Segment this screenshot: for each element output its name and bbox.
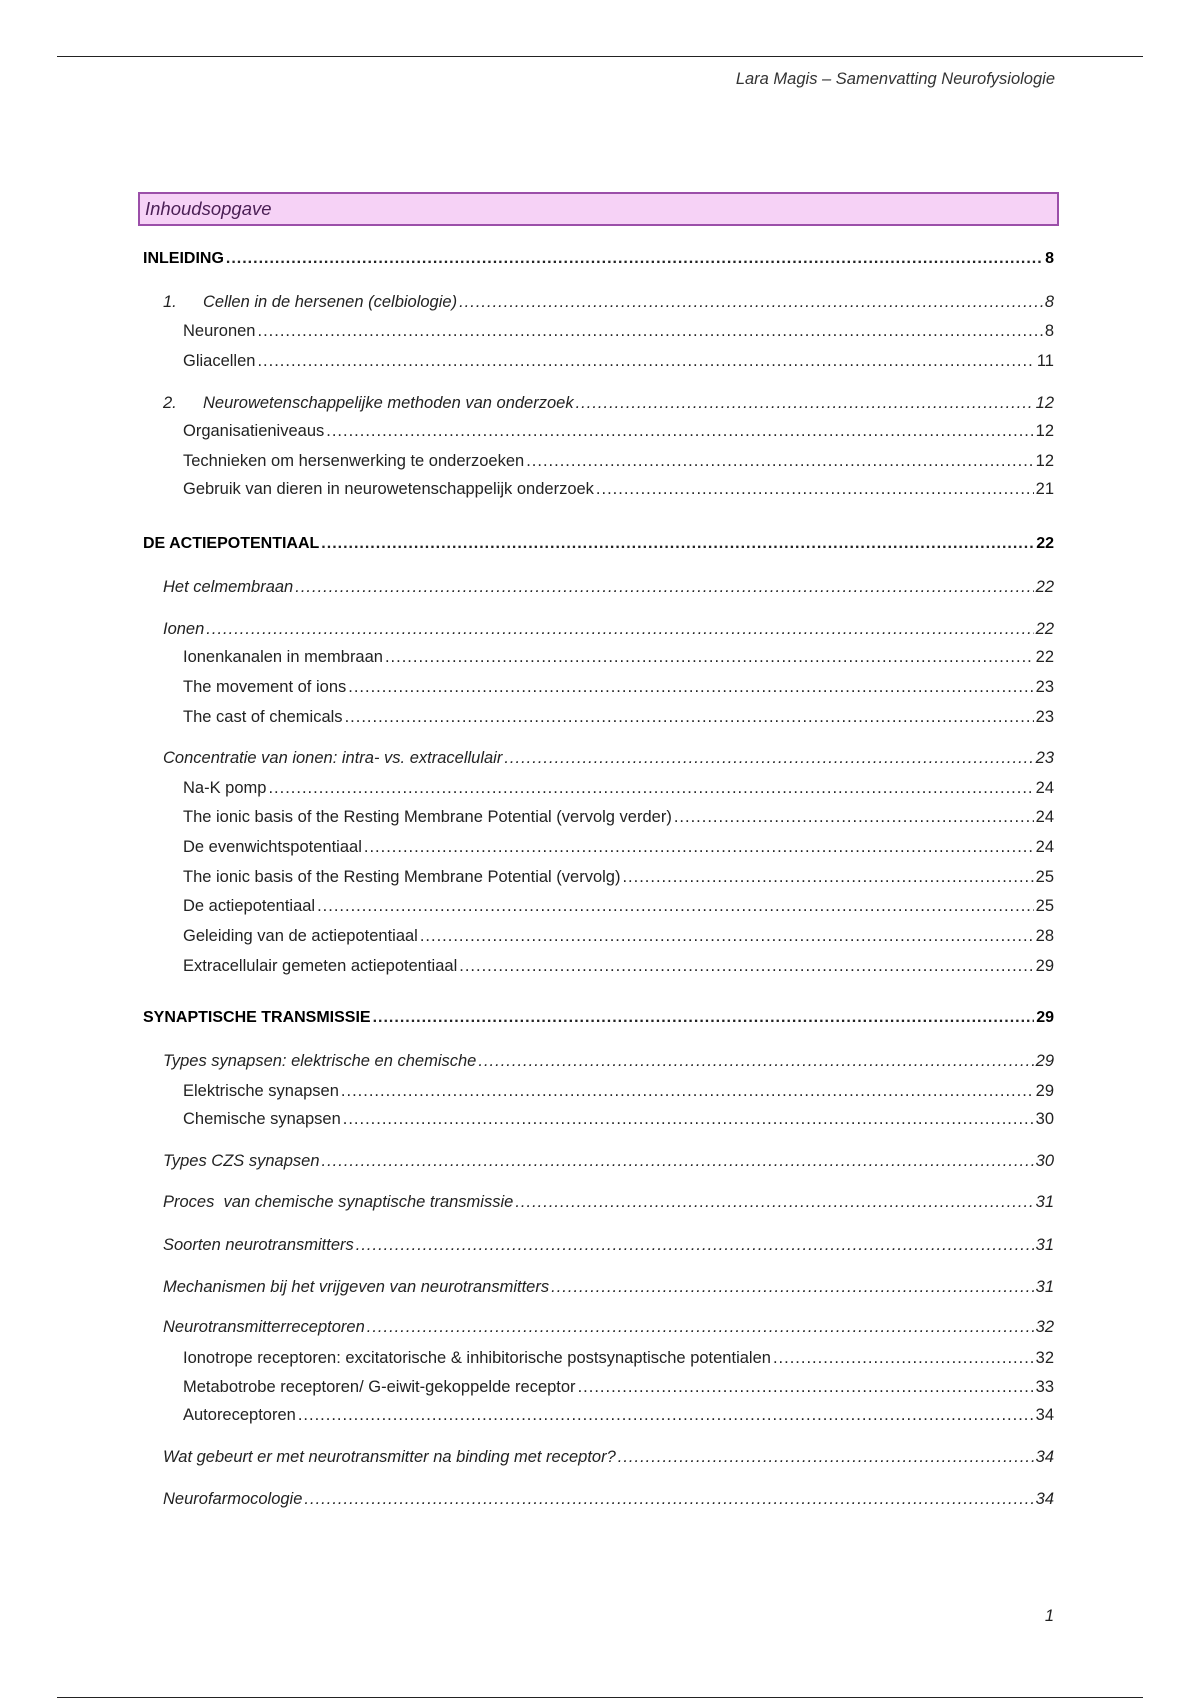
toc-entry[interactable] [143, 250, 1054, 274]
toc-entry-text: Metabotrobe receptoren/ G-eiwit-gekoppelde receptor [183, 1378, 576, 1396]
toc-entry-text: Neurowetenschappelijke methoden van onderzoek [203, 394, 574, 412]
toc-entry-title [163, 293, 457, 312]
dot-leader [596, 480, 1034, 499]
toc-entry-text: Het celmembraan [163, 578, 294, 596]
toc-entry[interactable] [163, 1278, 1054, 1302]
toc-entry-page: 8 [1045, 250, 1054, 267]
dot-leader [373, 1009, 1035, 1027]
toc-entry-page: 32 [1035, 1349, 1054, 1367]
toc-entry-text: Gliacellen [183, 352, 256, 370]
toc-entry-number: 1. [163, 293, 177, 311]
toc-entry-title [163, 1052, 476, 1071]
toc-entry-title [183, 648, 383, 667]
toc-entry-number: 2. [163, 394, 177, 412]
toc-entry-page: 22 [1035, 578, 1054, 596]
toc-entry-title [183, 480, 594, 499]
toc-entry-text: Soorten neurotransmitters [163, 1236, 354, 1254]
toc-entry-page: 11 [1036, 352, 1054, 370]
toc-entry-text: Neurotransmitterreceptoren [163, 1318, 365, 1336]
toc-entry-title [143, 250, 224, 268]
dot-leader [317, 897, 1034, 916]
toc-entry-title [183, 957, 457, 976]
toc-entry[interactable] [183, 868, 1054, 892]
toc-entry-page: 12 [1035, 394, 1054, 412]
toc-entry-page: 23 [1035, 708, 1054, 726]
toc-entry-title [163, 1318, 365, 1337]
toc-entry-page: 29 [1035, 1052, 1054, 1070]
toc-entry[interactable] [163, 1490, 1054, 1514]
toc-entry[interactable] [163, 1318, 1054, 1342]
toc-entry-text: Gebruik van dieren in neurowetenschappelijk onderzoek [183, 480, 594, 498]
dot-leader [515, 1193, 1033, 1212]
toc-entry[interactable] [183, 708, 1054, 732]
toc-entry-text: Mechanismen bij het vrijgeven van neurotransmitters [163, 1278, 550, 1296]
toc-entry-title [183, 838, 362, 857]
dot-leader [226, 250, 1043, 268]
toc-entry[interactable] [183, 1406, 1054, 1430]
toc-entry[interactable] [183, 648, 1054, 672]
toc-entry-title [183, 678, 346, 697]
toc-entry[interactable] [183, 897, 1054, 921]
dot-leader [618, 1448, 1034, 1467]
toc-entry-title [183, 422, 324, 441]
toc-entry-page: 30 [1035, 1110, 1054, 1128]
toc-entry-page: 12 [1035, 452, 1054, 470]
toc-entry-title [163, 1490, 302, 1509]
dot-leader [356, 1236, 1034, 1255]
toc-entry-title [163, 1278, 549, 1297]
dot-leader [367, 1318, 1034, 1337]
dot-leader [526, 452, 1033, 471]
toc-entry-text: Extracellulair gemeten actiepotentiaal [183, 957, 458, 975]
toc-entry-page: 29 [1035, 1082, 1054, 1100]
dot-leader [551, 1278, 1034, 1297]
toc-entry-text: De evenwichtspotentiaal [183, 838, 362, 856]
toc-entry-text: Ionotrope receptoren: excitatorische & inhibitorische postsynaptische potentialen [183, 1349, 771, 1367]
toc-entry-page: 23 [1035, 678, 1054, 696]
toc-entry-page: 12 [1035, 422, 1054, 440]
dot-leader [345, 708, 1034, 727]
toc-entry-page: 34 [1035, 1406, 1054, 1424]
toc-entry-page: 31 [1035, 1193, 1054, 1211]
toc-entry-page: 29 [1035, 957, 1054, 975]
toc-entry-page: 31 [1035, 1278, 1054, 1296]
dot-leader [622, 868, 1033, 887]
toc-entry-title [183, 927, 418, 946]
toc-entry-text: Na-K pomp [183, 779, 267, 797]
toc-entry-page: 32 [1035, 1318, 1054, 1336]
toc-entry-page: 33 [1035, 1378, 1054, 1396]
toc-entry-text: DE ACTIEPOTENTIAAL [143, 535, 320, 552]
toc-title: Inhoudsopgave [138, 192, 1059, 226]
toc-entry[interactable] [183, 480, 1054, 504]
dot-leader [257, 322, 1042, 341]
toc-entry[interactable] [163, 1236, 1054, 1260]
page-number: 1 [1044, 1607, 1054, 1625]
dot-leader [576, 394, 1034, 413]
toc-entry-page: 29 [1036, 1009, 1054, 1026]
toc-entry[interactable] [183, 1349, 1054, 1373]
toc-entry-title [163, 578, 293, 597]
toc-entry[interactable] [183, 422, 1054, 446]
toc-entry-text: Autoreceptoren [183, 1406, 296, 1424]
toc-entry-title [183, 1110, 341, 1129]
toc-entry[interactable] [183, 779, 1054, 803]
dot-leader [304, 1490, 1033, 1509]
toc-entry-text: Chemische synapsen [183, 1110, 341, 1128]
toc-entry-title [163, 1236, 354, 1255]
toc-entry-text: INLEIDING [143, 250, 224, 267]
dot-leader [321, 535, 1034, 553]
running-header: Lara Magis – Samenvatting Neurofysiologie [735, 70, 1055, 88]
dot-leader [773, 1349, 1034, 1368]
toc-entry-title [183, 1406, 296, 1425]
toc-entry[interactable] [143, 535, 1054, 559]
toc-entry-page: 21 [1035, 480, 1054, 498]
toc-entry-title [183, 808, 672, 827]
toc-entry-title [183, 322, 255, 341]
toc-entry-title [163, 394, 574, 413]
toc-entry-page: 22 [1036, 535, 1054, 552]
toc-entry-title [183, 1378, 576, 1397]
toc-entry-title [183, 1349, 771, 1368]
toc-entry-page: 24 [1035, 838, 1054, 856]
toc-entry-page: 31 [1035, 1236, 1054, 1254]
dot-leader [385, 648, 1034, 667]
toc-entry-title [163, 620, 204, 639]
toc-entry[interactable] [163, 578, 1054, 602]
toc-entry-page: 34 [1035, 1490, 1054, 1508]
toc-entry-page: 8 [1044, 293, 1054, 311]
toc-entry-title [143, 1009, 371, 1027]
toc-entry-text: Elektrische synapsen [183, 1082, 339, 1100]
toc-entry-text: The ionic basis of the Resting Membrane Potential (vervolg verder) [183, 808, 672, 826]
toc-entry-text: Geleiding van de actiepotentiaal [183, 927, 418, 945]
toc-entry-page: 22 [1035, 648, 1054, 666]
toc-entry[interactable] [183, 322, 1054, 346]
dot-leader [348, 678, 1033, 697]
toc-entry[interactable] [163, 394, 1054, 418]
toc-entry-text: Neurofarmocologie [163, 1490, 303, 1508]
toc-entry-title [163, 1152, 320, 1171]
toc-entry-text: Proces van chemische synaptische transmissie [163, 1193, 514, 1211]
toc-entry-page: 28 [1035, 927, 1054, 945]
toc-entry[interactable] [183, 352, 1054, 376]
toc-entry-title [183, 868, 620, 887]
top-rule [57, 56, 1143, 57]
toc-entry-title [183, 452, 524, 471]
toc-entry-page: 23 [1035, 749, 1054, 767]
toc-entry[interactable] [183, 1110, 1054, 1134]
dot-leader [341, 1082, 1034, 1101]
toc-entry-text: Concentratie van ionen: intra- vs. extracellulair [163, 749, 503, 767]
toc-entry[interactable] [183, 678, 1054, 702]
dot-leader [257, 352, 1034, 371]
toc-entry-title [163, 749, 502, 768]
dot-leader [459, 957, 1033, 976]
toc-entry[interactable] [183, 808, 1054, 832]
dot-leader [578, 1378, 1034, 1397]
dot-leader [326, 422, 1033, 441]
toc-entry[interactable] [163, 1152, 1054, 1176]
toc-entry-page: 8 [1044, 322, 1054, 340]
dot-leader [478, 1052, 1033, 1071]
toc-entry-title [183, 779, 266, 798]
dot-leader [206, 620, 1033, 639]
toc-entry-title [163, 1448, 616, 1467]
toc-entry-page: 24 [1035, 808, 1054, 826]
toc-entry[interactable] [183, 927, 1054, 951]
dot-leader [504, 749, 1033, 768]
toc-entry-page: 30 [1035, 1152, 1054, 1170]
dot-leader [343, 1110, 1034, 1129]
dot-leader [364, 838, 1034, 857]
toc-entry-title [183, 708, 343, 727]
toc-entry[interactable] [163, 1448, 1054, 1472]
toc-entry-text: Types CZS synapsen [163, 1152, 320, 1170]
toc-entry[interactable] [183, 957, 1054, 981]
toc-entry-title [163, 1193, 513, 1212]
toc-entry[interactable] [163, 293, 1054, 317]
toc-entry-text: Wat gebeurt er met neurotransmitter na binding met receptor? [163, 1448, 616, 1466]
dot-leader [295, 578, 1033, 597]
toc-entry[interactable] [183, 1082, 1054, 1106]
toc-entry-text: Types synapsen: elektrische en chemische [163, 1052, 477, 1070]
toc-entry-title [183, 1082, 339, 1101]
toc-entry-text: Ionen [163, 620, 205, 638]
bottom-rule [57, 1697, 1143, 1698]
toc-entry-text: Ionenkanalen in membraan [183, 648, 383, 666]
toc-entry-text: The cast of chemicals [183, 708, 343, 726]
toc-entry[interactable] [163, 620, 1054, 644]
toc-entry-title [183, 352, 255, 371]
toc-entry-text: SYNAPTISCHE TRANSMISSIE [143, 1009, 371, 1026]
toc-entry[interactable] [163, 1193, 1054, 1217]
dot-leader [268, 779, 1033, 798]
toc-entry-title [143, 535, 319, 553]
toc-entry-text: Organisatieniveaus [183, 422, 325, 440]
toc-entry[interactable] [143, 1009, 1054, 1033]
toc-entry-page: 25 [1035, 868, 1054, 886]
dot-leader [322, 1152, 1034, 1171]
toc-entry-page: 34 [1035, 1448, 1054, 1466]
dot-leader [674, 808, 1034, 827]
toc-entry-text: The ionic basis of the Resting Membrane Potential (vervolg) [183, 868, 621, 886]
toc-entry-text: De actiepotentiaal [183, 897, 316, 915]
dot-leader [420, 927, 1034, 946]
toc-entry[interactable] [183, 838, 1054, 862]
toc-entry[interactable] [183, 1378, 1054, 1402]
toc-entry-text: Neuronen [183, 322, 256, 340]
toc-entry-text: Cellen in de hersenen (celbiologie) [203, 293, 458, 311]
dot-leader [298, 1406, 1034, 1425]
toc-entry-text: The movement of ions [183, 678, 347, 696]
toc-entry-page: 25 [1035, 897, 1054, 915]
toc-entry-text: Technieken om hersenwerking te onderzoeken [183, 452, 525, 470]
toc-entry[interactable] [163, 1052, 1054, 1076]
toc-entry-page: 22 [1035, 620, 1054, 638]
dot-leader [459, 293, 1043, 312]
toc-entry[interactable] [163, 749, 1054, 773]
toc-entry[interactable] [183, 452, 1054, 476]
toc-entry-page: 24 [1035, 779, 1054, 797]
toc-entry-title [183, 897, 315, 916]
